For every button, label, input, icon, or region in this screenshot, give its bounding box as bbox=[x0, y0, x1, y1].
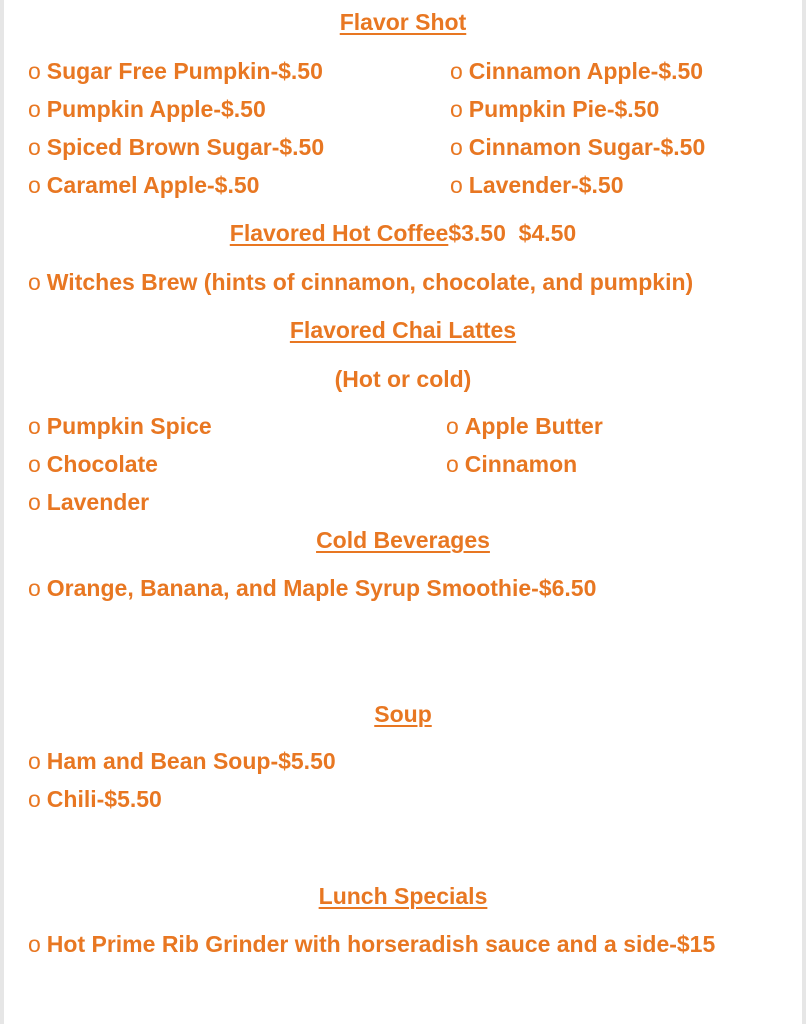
list-item: o Spiced Brown Sugar-$.50 bbox=[28, 134, 325, 160]
list-item: o Orange, Banana, and Maple Syrup Smoothie-$6.50 bbox=[28, 575, 597, 601]
chai-subheading: (Hot or cold) bbox=[334, 366, 472, 392]
menu-page bbox=[4, 0, 802, 1024]
list-item: o Sugar Free Pumpkin-$.50 bbox=[28, 58, 323, 84]
list-item: o Cinnamon Apple-$.50 bbox=[450, 58, 704, 84]
cold-beverages-heading: Cold Beverages bbox=[316, 527, 490, 553]
hot-coffee-heading: Flavored Hot Coffee$3.50 $4.50 bbox=[229, 220, 577, 246]
list-item: o Ham and Bean Soup-$5.50 bbox=[28, 748, 336, 774]
chai-heading: Flavored Chai Lattes bbox=[289, 317, 517, 343]
list-item: o Chili-$5.50 bbox=[28, 786, 162, 812]
list-item: o Lavender-$.50 bbox=[450, 172, 624, 198]
list-item: o Hot Prime Rib Grinder with horseradish sauce and a side-$15 bbox=[28, 931, 716, 957]
list-item: o Cinnamon bbox=[446, 451, 578, 477]
flavor-shot-heading: Flavor Shot bbox=[339, 9, 467, 35]
list-item: o Apple Butter bbox=[446, 413, 603, 439]
list-item: o Caramel Apple-$.50 bbox=[28, 172, 260, 198]
list-item: o Cinnamon Sugar-$.50 bbox=[450, 134, 706, 160]
list-item: o Pumpkin Spice bbox=[28, 413, 212, 439]
list-item: o Witches Brew (hints of cinnamon, chocolate, and pumpkin) bbox=[28, 269, 694, 295]
soup-heading: Soup bbox=[374, 701, 432, 727]
list-item: o Lavender bbox=[28, 489, 150, 515]
hot-coffee-prices: $3.50 $4.50 bbox=[448, 220, 577, 246]
lunch-specials-heading: Lunch Specials bbox=[318, 883, 488, 909]
list-item: o Pumpkin Apple-$.50 bbox=[28, 96, 266, 122]
list-item: o Chocolate bbox=[28, 451, 158, 477]
list-item: o Pumpkin Pie-$.50 bbox=[450, 96, 660, 122]
